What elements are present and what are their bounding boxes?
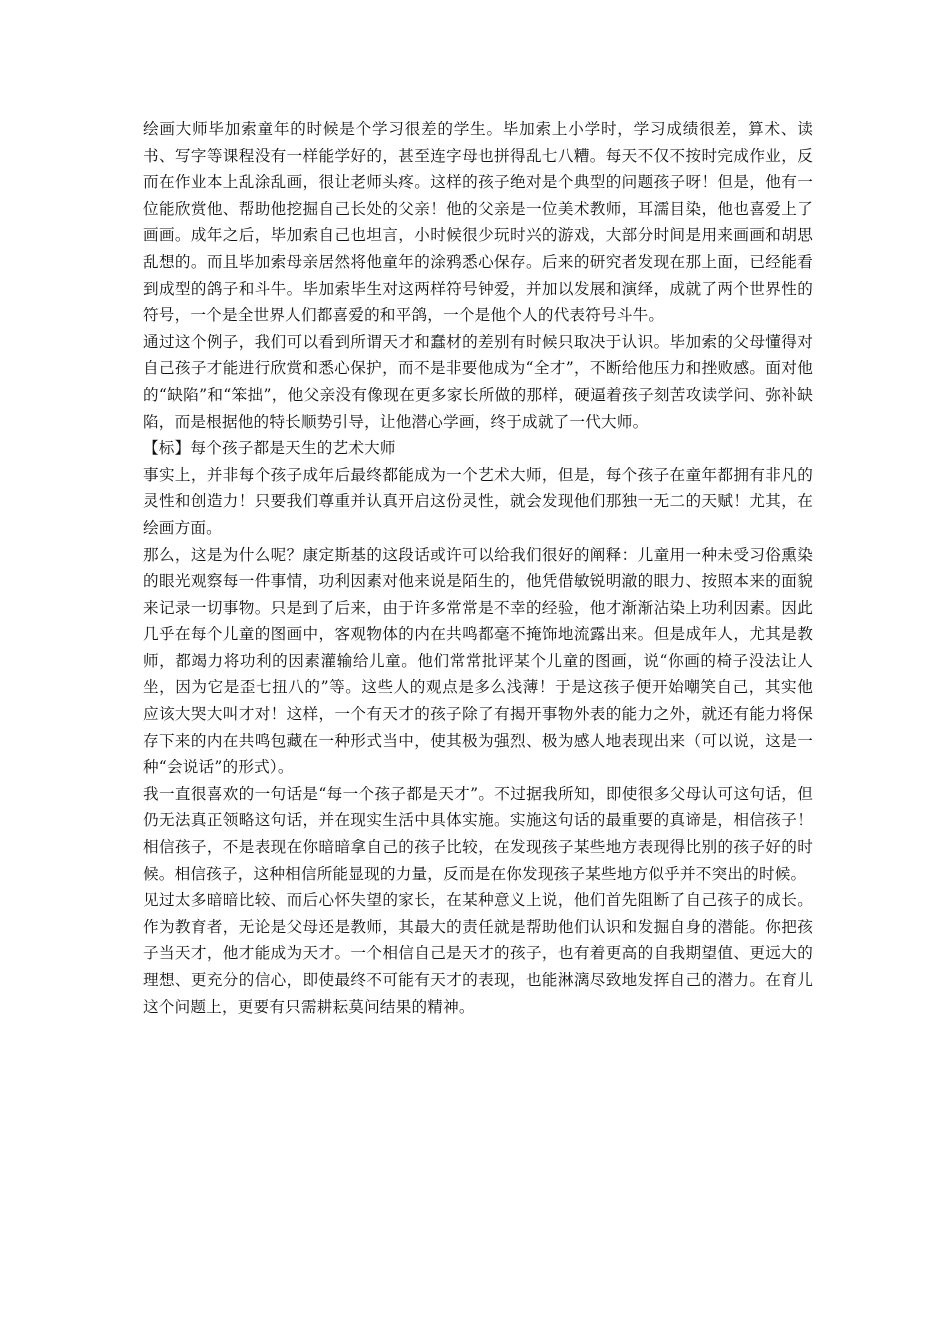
paragraph-parents-role: 见过太多暗暗比较、而后心怀失望的家长，在某种意义上说，他们首先阻断了自己孩子的成长。作为教育者，无论是父母还是教师，其最大的责任就是帮助他们认识和发掘自身的潜能。你把孩子当天才，他才能成为天才。一个相信自己是天才的孩子，也有着更高的自我期望值、更远大的理想、更充分的信心，即使最终不可能有天才的表现，也能淋漓尽致地发挥自己的潜力。在育儿这个问题上，更要有只需耕耘莫问结果的精神。: [143, 891, 813, 1016]
paragraph-kandinsky-quote: 那么，这是为什么呢？康定斯基的这段话或许可以给我们很好的阐释：儿童用一种未受习俗熏染的眼光观察每一件事情，功利因素对他来说是陌生的，他凭借敏锐明澈的眼力、按照本来的面貌来记录一切事物。只是到了后来，由于许多常常是不幸的经验，他才渐渐沾染上功利因素。因此几乎在每个儿童的图画中，客观物体的内在共鸣都毫不掩饰地流露出来。但是成年人，尤其是教师，都竭力将功利的因素灌输给儿童。他们常常批评某个儿童的图画，说“你画的椅子没法让人坐，因为它是歪七扭八的”等。这些人的观点是多么浅薄！于是这孩子便开始嘲笑自己，其实他应该大哭大叫才对！这样，一个有天才的孩子除了有揭开事物外表的能力之外，就还有能力将保存下来的内在共鸣包藏在一种形式当中，使其极为强烈、极为感人地表现出来（可以说，这是一种“会说话”的形式）。: [143, 545, 813, 777]
paragraph-genius-recognition: 通过这个例子，我们可以看到所谓天才和蠢材的差别有时候只取决于认识。毕加索的父母懂得对自己孩子才能进行欣赏和悉心保护，而不是非要他成为“全才”，不断给他压力和挫败感。面对他的“缺陷”和“笨拙”，他父亲没有像现在更多家长所做的那样，硬逼着孩子刻苦攻读学问、弥补缺陷，而是根据他的特长顺势引导，让他潜心学画，终于成就了一代大师。: [143, 332, 813, 431]
paragraph-every-child-artist: 事实上，并非每个孩子成年后最终都能成为一个艺术大师，但是，每个孩子在童年都拥有非凡的灵性和创造力！只要我们尊重并认真开启这份灵性，就会发现他们那独一无二的天赋！尤其，在绘画方面。: [143, 465, 813, 537]
document-page: [143, 116, 813, 1020]
section-heading: 【标】每个孩子都是天生的艺术大师: [143, 439, 396, 458]
paragraph-picasso-childhood: 绘画大师毕加索童年的时候是个学习很差的学生。毕加索上小学时，学习成绩很差，算术、读书、写字等课程没有一样能学好的，甚至连字母也拼得乱七八糟。每天不仅不按时完成作业，反而在作业本上乱涂乱画，很让老师头疼。这样的孩子绝对是个典型的问题孩子呀！但是，他有一位能欣赏他、帮助他挖掘自己长处的父亲！他的父亲是一位美术教师，耳濡目染，他也喜爱上了画画。成年之后，毕加索自己也坦言，小时候很少玩时兴的游戏，大部分时间是用来画画和胡思乱想的。而且毕加索母亲居然将他童年的涂鸦悉心保存。后来的研究者发现在那上面，已经能看到成型的鸽子和斗牛。毕加索毕生对这两样符号钟爱，并加以发展和演绎，成就了两个世界性的符号，一个是全世界人们都喜爱的和平鸽，一个是他个人的代表符号斗牛。: [143, 120, 813, 325]
paragraph-believe-in-child: 我一直很喜欢的一句话是“每一个孩子都是天才”。不过据我所知，即使很多父母认可这句话，但仍无法真正领略这句话，并在现实生活中具体实施。实施这句话的最重要的真谛是，相信孩子！相信孩子，不是表现在你暗暗拿自己的孩子比较，在发现孩子某些地方表现得比别的孩子好的时候。相信孩子，这种相信所能显现的力量，反而是在你发现孩子某些地方似乎并不突出的时候。: [143, 784, 813, 883]
